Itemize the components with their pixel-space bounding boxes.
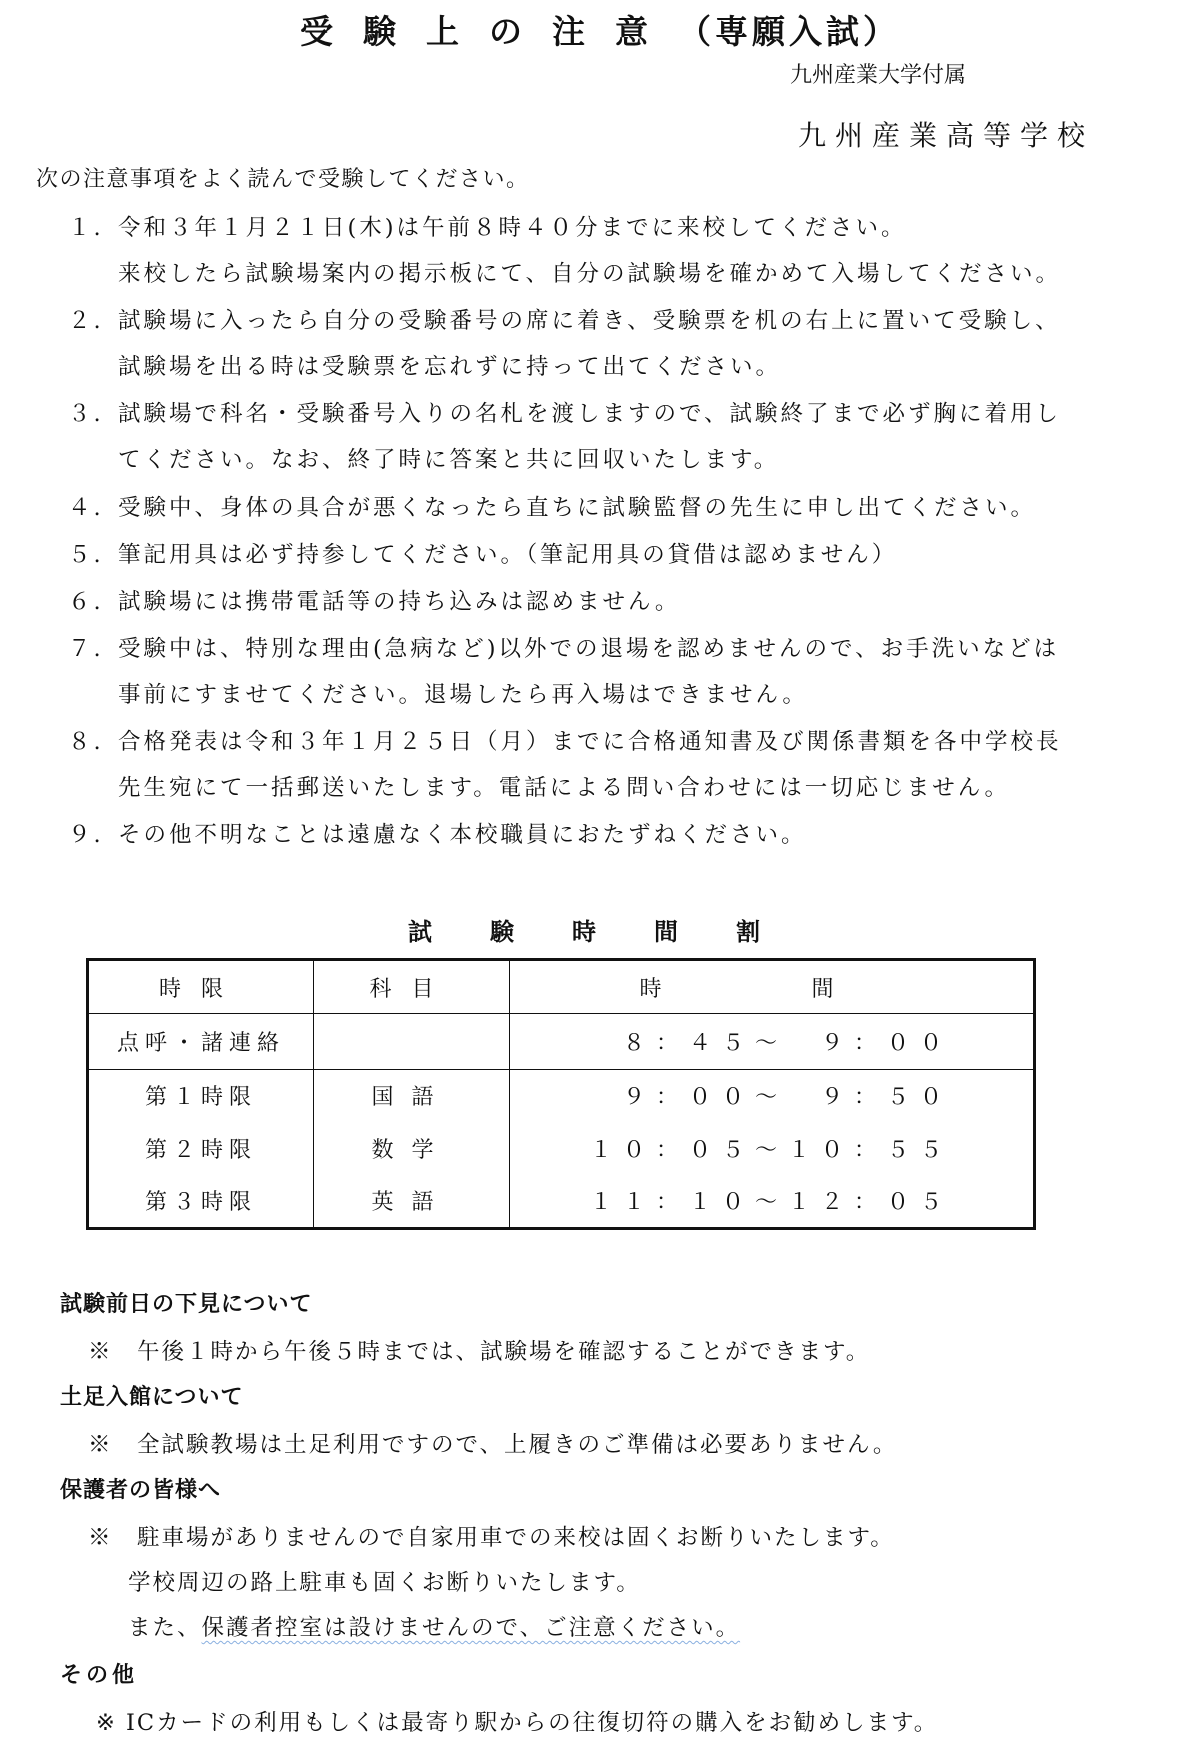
list-item — [68, 490, 1036, 522]
item-number: ７. — [68, 636, 104, 662]
item-text-continued: 来校したら試験場案内の掲示板にて、自分の試験場を確かめて入場してください。 — [118, 261, 1062, 287]
school-name-line2: 九州産業高等学校 — [798, 119, 1095, 152]
row-subject: 数学 — [314, 1122, 510, 1174]
row-period: 第１時限 — [88, 1069, 314, 1122]
list-item — [68, 584, 680, 616]
section-note: ※ ICカードの利用もしくは最寄り駅からの往復切符の購入をお勧めします。 — [96, 1710, 939, 1736]
title-sub: （専願入試） — [678, 12, 900, 51]
header-period: 時限 — [88, 960, 314, 1014]
table-row — [88, 1122, 1035, 1174]
underlined-note: 保護者控室は設けませんので、ご注意ください。 — [201, 1615, 741, 1641]
note-prefix: また、 — [128, 1615, 202, 1641]
section-heading-guardians: 保護者の皆様へ — [60, 1477, 222, 1503]
section-heading-shoes: 土足入館について — [60, 1384, 244, 1410]
row-time: ９：００～ ９：５０ — [510, 1069, 1035, 1122]
item-number: ４. — [68, 495, 104, 521]
item-text: その他不明なことは遠慮なく本校職員におたずねください。 — [118, 822, 807, 848]
item-text: 受験中、身体の具合が悪くなったら直ちに試験監督の先生に申し出てください。 — [118, 495, 1037, 521]
row-period: 第３時限 — [88, 1175, 314, 1229]
title-main: 受験上の注意 — [300, 12, 678, 51]
item-number: ９. — [68, 822, 104, 848]
item-text: 試験場には携帯電話等の持ち込みは認めません。 — [118, 589, 681, 615]
list-item — [68, 396, 1061, 428]
item-text-continued: てください。なお、終了時に答案と共に回収いたします。 — [118, 447, 780, 473]
item-text-continued: 先生宛にて一括郵送いたします。電話による問い合わせには一切応じません。 — [118, 775, 1011, 801]
item-text: 試験場に入ったら自分の受験番号の席に着き、受験票を机の右上に置いて受験し、 — [118, 308, 1061, 334]
section-note — [128, 1610, 740, 1642]
table-row — [88, 1014, 1035, 1069]
row-time: １１：１０～１２：０５ — [510, 1175, 1035, 1229]
timetable-title: 試験時間割 — [408, 917, 818, 946]
list-item — [68, 303, 1061, 335]
list-item — [68, 631, 1059, 663]
item-text: 合格発表は令和３年１月２５日（月）までに合格通知書及び関係書類を各中学校長 — [118, 729, 1062, 755]
header-subject: 科目 — [314, 960, 510, 1014]
row-subject: 英語 — [314, 1175, 510, 1229]
item-number: ６. — [68, 589, 104, 615]
page-title — [0, 6, 1200, 53]
row-subject: 国語 — [314, 1069, 510, 1122]
section-note: ※ 駐車場がありませんので自家用車での来校は固くお断りいたします。 — [88, 1525, 895, 1551]
header-time: 時間 — [510, 960, 1035, 1014]
section-note: ※ 全試験教場は土足利用ですので、上履きのご準備は必要ありません。 — [88, 1432, 898, 1458]
row-subject — [314, 1014, 510, 1069]
list-item — [68, 724, 1062, 756]
row-time: １０：０５～１０：５５ — [510, 1122, 1035, 1174]
table-row — [88, 1175, 1035, 1229]
list-item — [68, 537, 897, 569]
section-note: ※ 午後１時から午後５時までは、試験場を確認することができます。 — [88, 1339, 871, 1365]
item-text-continued: 事前にすませてください。退場したら再入場はできません。 — [118, 682, 808, 708]
item-text-continued: 試験場を出る時は受験票を忘れずに持って出てください。 — [118, 354, 782, 380]
timetable — [86, 958, 1036, 1230]
item-number: ３. — [68, 401, 104, 427]
item-text: 受験中は、特別な理由(急病など)以外での退場を認めませんので、お手洗いなどは — [118, 636, 1060, 662]
section-note: 学校周辺の路上駐車も固くお断りいたします。 — [128, 1570, 641, 1596]
section-heading-preview: 試験前日の下見について — [60, 1291, 313, 1317]
item-number: ８. — [68, 729, 104, 755]
table-header-row — [88, 960, 1035, 1014]
item-text: 試験場で科名・受験番号入りの名札を渡しますので、試験終了まで必ず胸に着用し — [118, 401, 1062, 427]
section-heading-other: その他 — [60, 1662, 139, 1688]
row-period: 第２時限 — [88, 1122, 314, 1174]
list-item — [68, 817, 807, 849]
school-name-line1: 九州産業大学付属 — [790, 63, 967, 88]
table-row — [88, 1069, 1035, 1122]
item-number: ５. — [68, 542, 104, 568]
row-time: ８：４５～ ９：００ — [510, 1014, 1035, 1069]
item-number: １. — [68, 215, 104, 241]
intro-text: 次の注意事項をよく読んで受験してください。 — [36, 167, 530, 192]
row-period: 点呼・諸連絡 — [88, 1014, 314, 1069]
item-number: ２. — [68, 308, 104, 334]
item-text: 筆記用具は必ず持参してください。（筆記用具の貸借は認めません） — [118, 542, 898, 568]
list-item — [68, 210, 907, 242]
item-text: 令和３年１月２１日(木)は午前８時４０分までに来校してください。 — [118, 215, 907, 241]
